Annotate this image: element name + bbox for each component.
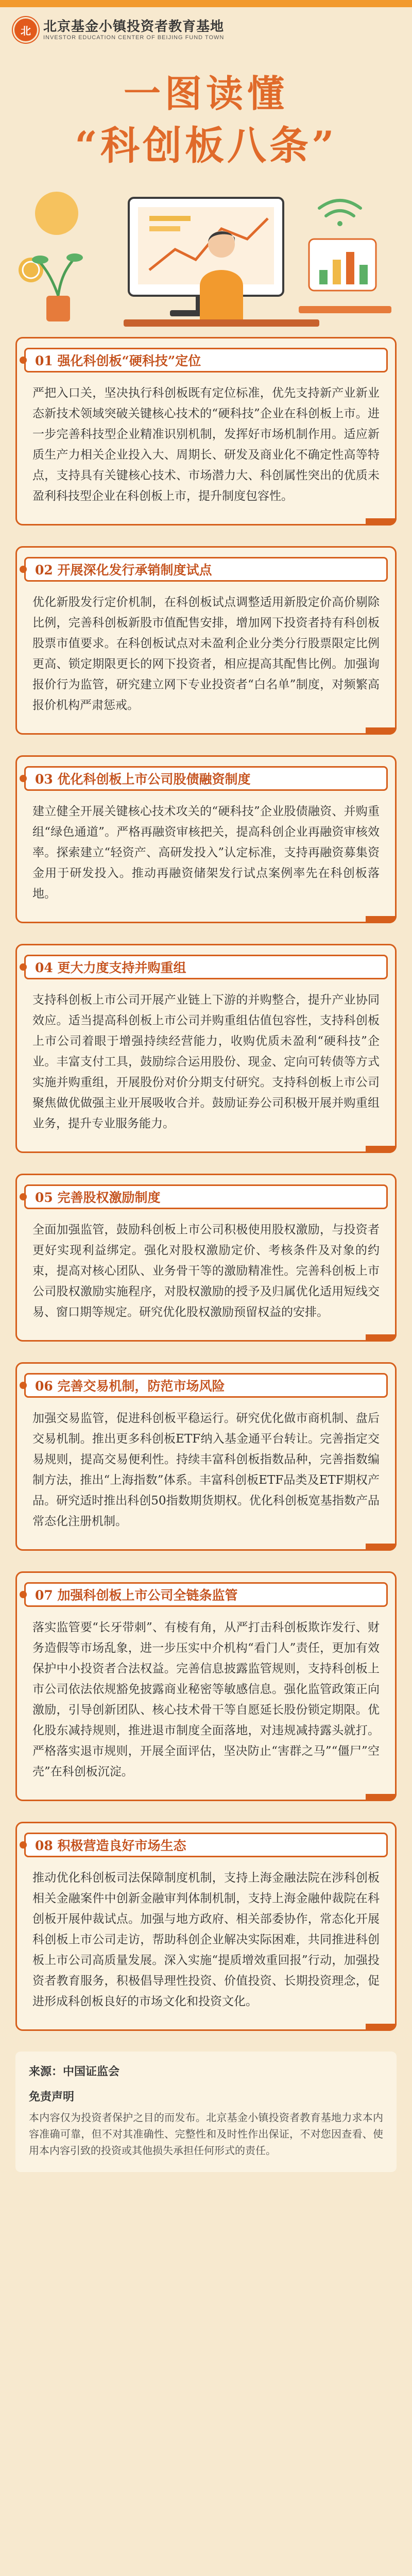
heading-dot-icon <box>20 1841 27 1849</box>
section-heading-text: 07 加强科创板上市公司全链条监管 <box>35 1588 238 1603</box>
section-card <box>15 546 397 735</box>
section-heading-text: 04 更大力度支持并购重组 <box>35 960 186 975</box>
source-line: 来源：中国证监会 <box>29 2065 120 2078</box>
sections-list <box>0 337 412 2031</box>
heading-dot-icon <box>20 775 27 782</box>
section-body: 优化新股发行定价机制，在科创板试点调整适用新股定价高价剔除比例，完善科创板新股市值配售安排，增加网下投资者持有科创板股票市值要求。在科创板试点对未盈利企业分类分行股票限定比例更高、锁定期限更长的网下投资者，相应提高其配售比例。加强询报价行为监管，研究建立网下专业投资者“白名单”制度，对频繁高报价机构严肃惩戒。 <box>32 596 380 712</box>
section-corner-accent <box>366 1794 397 1801</box>
footer <box>15 2052 397 2172</box>
section-heading-text: 02 开展深化发行承销制度试点 <box>35 563 212 578</box>
section-card <box>15 755 397 923</box>
wifi-icon <box>319 200 360 226</box>
section-heading <box>24 1833 388 1857</box>
section-card <box>15 1822 397 2031</box>
desk-shelf <box>299 306 391 313</box>
desk <box>124 319 319 327</box>
section-corner-accent <box>366 1544 397 1551</box>
section-corner-accent <box>366 916 397 923</box>
section-corner-accent <box>366 1146 397 1153</box>
section-corner-accent <box>366 727 397 735</box>
heading-dot-icon <box>20 566 27 573</box>
section-corner-accent <box>366 518 397 526</box>
section-heading <box>24 348 388 372</box>
disclaimer-title: 免责声明 <box>29 2090 75 2104</box>
brand-header <box>0 7 412 43</box>
page-title: 一图读懂 <box>123 72 288 115</box>
section-body: 严把入口关，坚决执行科创板既有定位标准，优先支持新产业新业态新技术领域突破关键核心技术的“硬科技”企业在科创板上市。进一步完善科技型企业精准识别机制，发挥好市场机制作用。适应新质生产力相关企业投入大、周期长、研发及商业化不确定性高等特点，支持具有关键核心技术、市场潜力大、科创属性突出的优质未盈利科技型企业在科创板上市，提升制度包容性。 <box>32 386 380 503</box>
hero <box>0 43 412 337</box>
section-heading <box>24 1582 388 1607</box>
section-card <box>15 944 397 1153</box>
sun-icon <box>35 192 78 235</box>
section-body: 建立健全开展关键核心技术攻关的“硬科技”企业股债融资、并购重组“绿色通道”。严格再融资审核把关，提高科创企业再融资审核效率。探索建立“轻资产、高研发投入”认定标准，支持再融资募集资金用于研发投入。推动再融资储架发行试点案例率先在科创板落地。 <box>32 805 380 901</box>
section-card <box>15 1362 397 1551</box>
plant-icon <box>32 253 83 321</box>
section-heading <box>24 1373 388 1398</box>
section-heading <box>24 766 388 791</box>
top-accent-bar <box>0 0 412 7</box>
section-card <box>15 1174 397 1342</box>
section-heading <box>24 557 388 582</box>
section-body: 落实监管要“长牙带刺”、有棱有角，从严打击科创板欺诈发行、财务造假等市场乱象，进一步压实中介机构“看门人”责任，更加有效保护中小投资者合法权益。完善信息披露监管规则，支持科创板上市公司依法依规豁免披露商业秘密等敏感信息。强化监管政策正向激励，引导创新团队、核心技术骨干等自愿延长股份锁定期限。优化股东减持规则，推进退市制度全面落地，对违规减持露头就打。严格落实退市规则，开展全面评估，坚决防止“害群之马”“僵尸”空壳”在科创板沉淀。 <box>32 1621 380 1778</box>
section-body: 加强交易监管，促进科创板平稳运行。研究优化做市商机制、盘后交易机制。推出更多科创板ETF纳入基金通平台转让。完善指定交易规则，提高交易便利性。持续丰富科创板指数品种，完善指数编制方法，推出“上海指数”体系。丰富科创板ETF品类及ETF期权产品。研究适时推出科创50指数期货期权。优化科创板宽基指数产品常态化注册机制。 <box>32 1412 380 1528</box>
heading-dot-icon <box>20 1382 27 1389</box>
heading-dot-icon <box>20 963 27 971</box>
bar-chart-card-icon <box>309 239 376 291</box>
section-heading-text: 06 完善交易机制，防范市场风险 <box>35 1379 225 1394</box>
heading-dot-icon <box>20 357 27 364</box>
brand-name-en: INVESTOR EDUCATION CENTER OF BEIJING FUND TOWN <box>43 35 225 41</box>
hero-illustration <box>0 167 412 332</box>
section-card <box>15 337 397 526</box>
section-body: 支持科创板上市公司开展产业链上下游的并购整合，提升产业协同效应。适当提高科创板上市公司并购重组估值包容性，支持科创板上市公司着眼于增强持续经营能力，收购优质未盈利“硬科技”企业。丰富支付工具，鼓励综合运用股份、现金、定向可转债等方式实施并购重组，开展股份对价分期支付研究。支持科创板上市公司聚焦做优做强主业开展吸收合并。鼓励证券公司积极开展并购重组业务，提升专业服务能力。 <box>32 993 380 1130</box>
page-subtitle: “科创板八条” <box>75 123 337 168</box>
section-body: 全面加强监管，鼓励科创板上市公司积极使用股权激励，与投资者更好实现利益绑定。强化对股权激励定价、考核条件及对象的约束，提高对核心团队、业务骨干等的激励精准性。完善科创板上市公司股权激励实施程序，对股权激励的授予及归属优化适用短线交易、窗口期等规定。研究优化股权激励预留权益的安排。 <box>32 1223 380 1319</box>
section-heading <box>24 955 388 979</box>
section-corner-accent <box>366 1334 397 1342</box>
fund-town-logo-icon <box>14 19 37 41</box>
section-heading-text: 01 强化科创板“硬科技”定位 <box>35 353 201 368</box>
disclaimer-body: 本内容仅为投资者保护之目的而发布。北京基金小镇投资者教育基地力求本内容准确可靠，但不对其准确性、完整性和及时性作出保证，不对您因查看、使用本内容引致的投资或其他损失承担任何形式的责任。 <box>29 2111 383 2157</box>
heading-dot-icon <box>20 1591 27 1598</box>
section-corner-accent <box>366 2024 397 2031</box>
section-heading <box>24 1184 388 1209</box>
section-heading-text: 03 优化科创板上市公司股债融资制度 <box>35 772 251 787</box>
section-heading-text: 05 完善股权激励制度 <box>35 1190 161 1205</box>
brand-text <box>43 19 224 41</box>
section-card <box>15 1571 397 1801</box>
brand-name-cn: 北京基金小镇投资者教育基地 <box>43 19 225 35</box>
heading-dot-icon <box>20 1193 27 1200</box>
section-heading-text: 08 积极营造良好市场生态 <box>35 1838 186 1853</box>
section-body: 推动优化科创板司法保障制度机制，支持上海金融法院在涉科创板相关金融案件中创新金融审判体制机制，支持上海金融仲裁院在科创板开展仲裁试点。加强与地方政府、相关部委协作，常态化开展科创板上市公司走访，帮助科创企业解决实际困难，共同推进科创板上市公司高质量发展。深入实施“提质增效重回报”行动，加强投资者教育服务，积极倡导理性投资、价值投资、长期投资理念，促进形成科创板良好的市场文化和投资文化。 <box>32 1871 380 2008</box>
logo-char: 北 <box>21 24 31 37</box>
